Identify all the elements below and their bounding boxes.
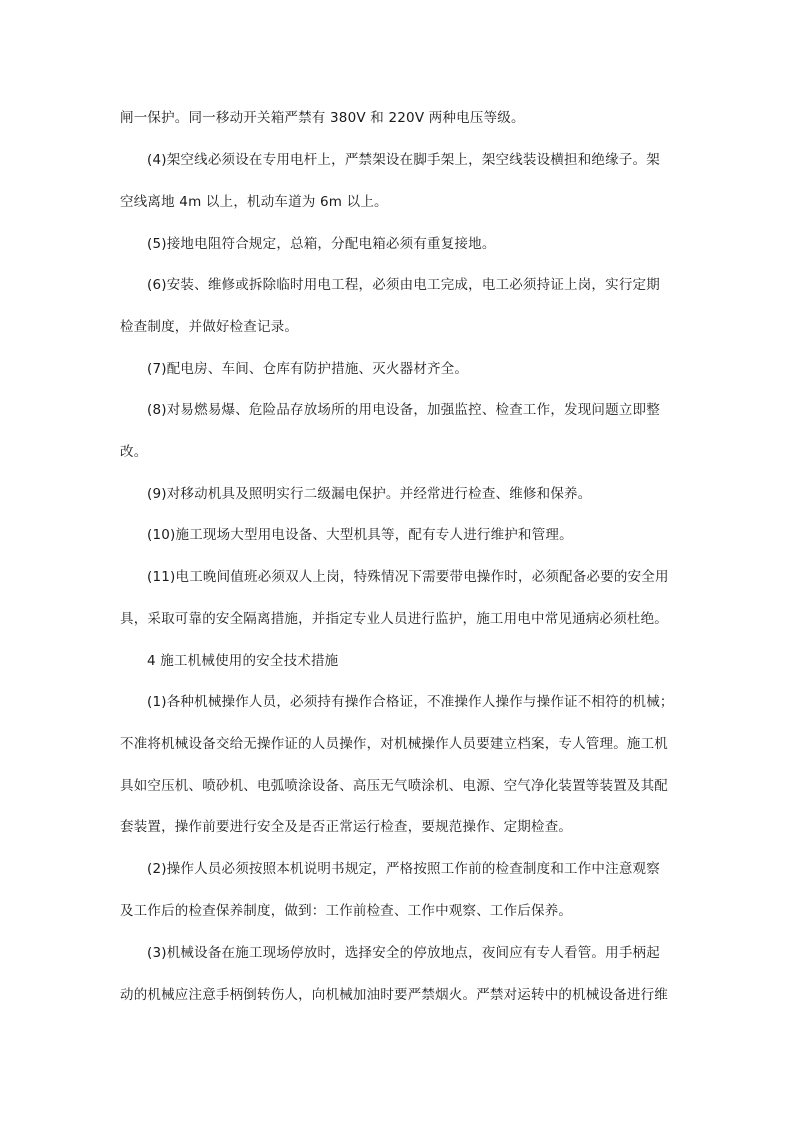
- text-line: (10)施工现场大型用电设备、大型机具等，配有专人进行维护和管理。: [147, 527, 573, 543]
- text-line: 具如空压机、喷砂机、电弧喷涂设备、高压无气喷涂机、电源、空气净化装置等装置及其配: [120, 778, 668, 794]
- text-line: 不准将机械设备交给无操作证的人员操作，对机械操作人员要建立档案，专人管理。施工机: [120, 736, 668, 752]
- text-line: (7)配电房、车间、仓库有防护措施、灭火器材齐全。: [147, 361, 469, 377]
- text-line: 改。: [120, 444, 148, 460]
- text-line: 及工作后的检查保养制度，做到：工作前检查、工作中观察、工作后保养。: [120, 903, 573, 919]
- text-line: (2)操作人员必须按照本机说明书规定，严格按照工作前的检查制度和工作中注意观察: [147, 861, 660, 877]
- text-line: 动的机械应注意手柄倒转伤人，向机械加油时要严禁烟火。严禁对运转中的机械设备进行维: [120, 987, 668, 1003]
- text-line: 空线离地 4m 以上，机动车道为 6m 以上。: [120, 194, 388, 210]
- text-line: 闸一保护。同一移动开关箱严禁有 380V 和 220V 两种电压等级。: [120, 110, 525, 126]
- text-line: (1)各种机械操作人员，必须持有操作合格证，不准操作人操作与操作证不相符的机械；: [147, 694, 674, 710]
- text-line: (8)对易燃易爆、危险品存放场所的用电设备，加强监控、检查工作，发现问题立即整: [147, 402, 660, 418]
- text-line: 检查制度，并做好检查记录。: [120, 319, 299, 335]
- text-line: (5)接地电阻符合规定，总箱，分配电箱必须有重复接地。: [147, 236, 496, 252]
- text-line: 套装置，操作前要进行安全及是否正常运行检查，要规范操作、定期检查。: [120, 819, 573, 835]
- text-line: (11)电工晚间值班必须双人上岗，特殊情况下需要带电操作时，必须配备必要的安全用: [147, 569, 669, 585]
- text-line: (6)安装、维修或拆除临时用电工程，必须由电工完成，电工必须持证上岗，实行定期: [147, 277, 660, 293]
- text-line: (4)架空线必须设在专用电杆上，严禁架设在脚手架上，架空线装设横担和绝缘子。架: [147, 152, 660, 168]
- text-line: (3)机械设备在施工现场停放时，选择安全的停放地点，夜间应有专人看管。用手柄起: [147, 945, 660, 961]
- text-line: 具，采取可靠的安全隔离措施，并指定专业人员进行监护，施工用电中常见通病必须杜绝。: [120, 611, 668, 627]
- section-heading: 4 施工机械使用的安全技术措施: [147, 653, 339, 669]
- text-line: (9)对移动机具及照明实行二级漏电保护。并经常进行检查、维修和保养。: [147, 486, 592, 502]
